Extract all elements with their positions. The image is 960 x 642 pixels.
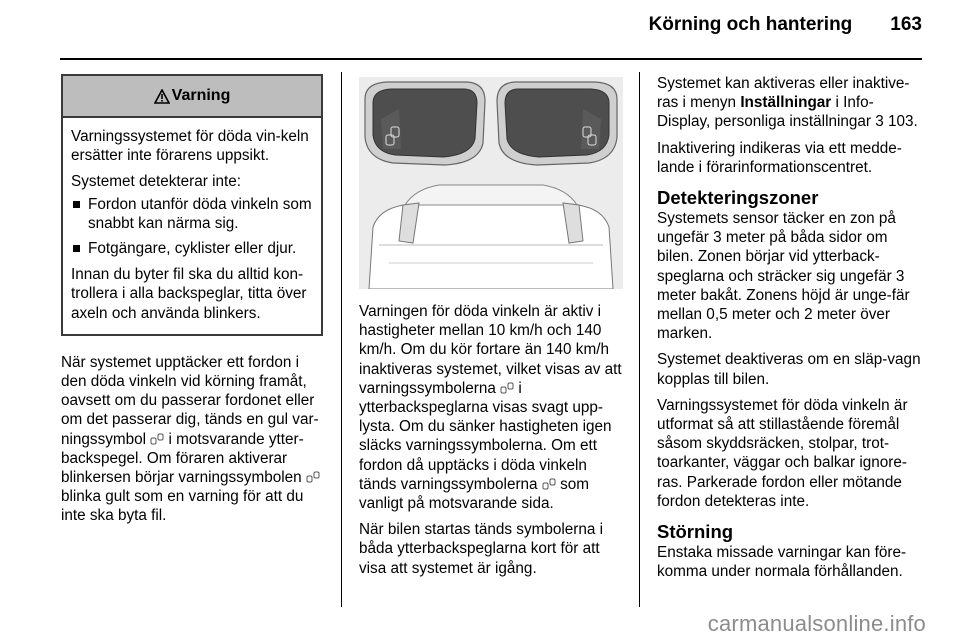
blind-spot-symbol-icon (542, 478, 556, 490)
mirror-illustration (359, 77, 623, 289)
column-2 (359, 302, 623, 585)
paragraph: Enstaka missade varningar kan före-komma under normala förhållanden. (657, 544, 907, 581)
column-divider-2 (639, 72, 640, 607)
warning-text-1: Varningssystemet för döda vin-keln ersätter inte förarens uppsikt. (71, 128, 309, 165)
blind-spot-symbol-icon (500, 382, 514, 394)
watermark: carmanualsonline.info (707, 611, 926, 636)
warning-list-item: Fotgängare, cyklister eller djur. (71, 239, 316, 258)
section-heading: Detekteringszoner (657, 187, 819, 209)
warning-list-item: Fordon utanför döda vinkeln som snabbt kan närma sig. (71, 195, 316, 233)
paragraph: Inaktivering indikeras via ett medde-lande i förarinformationscentret. (657, 139, 902, 176)
text-run: När systemet upptäcker ett fordon i den döda vinkeln vid körning framåt, oavsett om du passerar fordonet eller om det passerar dig, tänds en gul var-ningssymbol (61, 353, 319, 448)
text-run: Systemet kan aktiveras eller inaktive-ras i menyn (657, 75, 910, 112)
page-reference: 3 103. (875, 113, 918, 131)
warning-header (63, 76, 321, 118)
warning-text-2: Systemet detekterar inte: (71, 173, 242, 191)
menu-name: Inställningar (740, 94, 832, 112)
paragraph (61, 353, 323, 526)
section-heading: Störning (657, 521, 734, 543)
text-run: i Info-Display, personliga inställningar (657, 94, 874, 131)
column-divider-1 (341, 72, 342, 607)
text-run: som vanligt på motsvarande sida. (359, 475, 589, 513)
warning-text-3: Innan du byter fil ska du alltid kon-trollera i alla backspeglar, titta över axeln och använda blinkers. (71, 266, 307, 322)
paragraph: Systemet deaktiveras om en släp-vagn kopplas till bilen. (657, 351, 921, 388)
paragraph: Varningssystemet för döda vinkeln är utformat så att stillastående föremål såsom skyddsräcken, stolpar, trot-toarkanter, väggar och balkar ignore-ras. Parkerade fordon eller mötande fordon detekteras inte. (657, 396, 908, 510)
column-3 (657, 74, 923, 588)
warning-list (71, 195, 316, 259)
paragraph: När bilen startas tänds symbolerna i båda ytterbackspeglarna kort för att visa att systemet är igång. (359, 521, 604, 577)
text-run: Varningen för döda vinkeln är aktiv i hastigheter mellan 10 km/h och 140 km/h. Om du kör fortare än 140 km/h inaktiveras systemet, vilket visas av att varningssymbolerna (359, 303, 622, 397)
text-run: i motsvarande ytter-backspegel. Om föraren aktiverar blinkersen börjar varningssymbolen (61, 430, 304, 487)
warning-body (63, 118, 321, 334)
text-run: i ytterbackspeglarna visas svagt upp-lysta. Om du sänker hastigheten igen släcks varningssymbolerna. Om ett fordon då upptäcks i döda vinkeln tänds varningssymbolerna (359, 379, 612, 493)
page-header (0, 14, 922, 36)
page-number: 163 (890, 14, 922, 35)
paragraph (359, 302, 623, 513)
header-rule (60, 58, 922, 60)
warning-title: Varning (171, 87, 231, 105)
blind-spot-symbol-icon (306, 471, 320, 483)
blind-spot-symbol-icon (150, 433, 164, 445)
warning-box (61, 74, 323, 336)
text-run: blinka gult som en varning för att du inte ska byta fil. (61, 488, 304, 525)
warning-triangle-icon (154, 89, 170, 104)
paragraph: Systemets sensor täcker en zon på ungefär 3 meter på båda sidor om bilen. Zonen börjar vid ytterback-speglarna och sträcker sig ungefär 3 meter bakåt. Zonens höjd är unge-fär mellan 0,5 meter och 2 meter över marken. (657, 210, 910, 343)
column-1 (61, 74, 323, 533)
chapter-title: Körning och hantering (648, 14, 853, 35)
paragraph (657, 74, 923, 132)
